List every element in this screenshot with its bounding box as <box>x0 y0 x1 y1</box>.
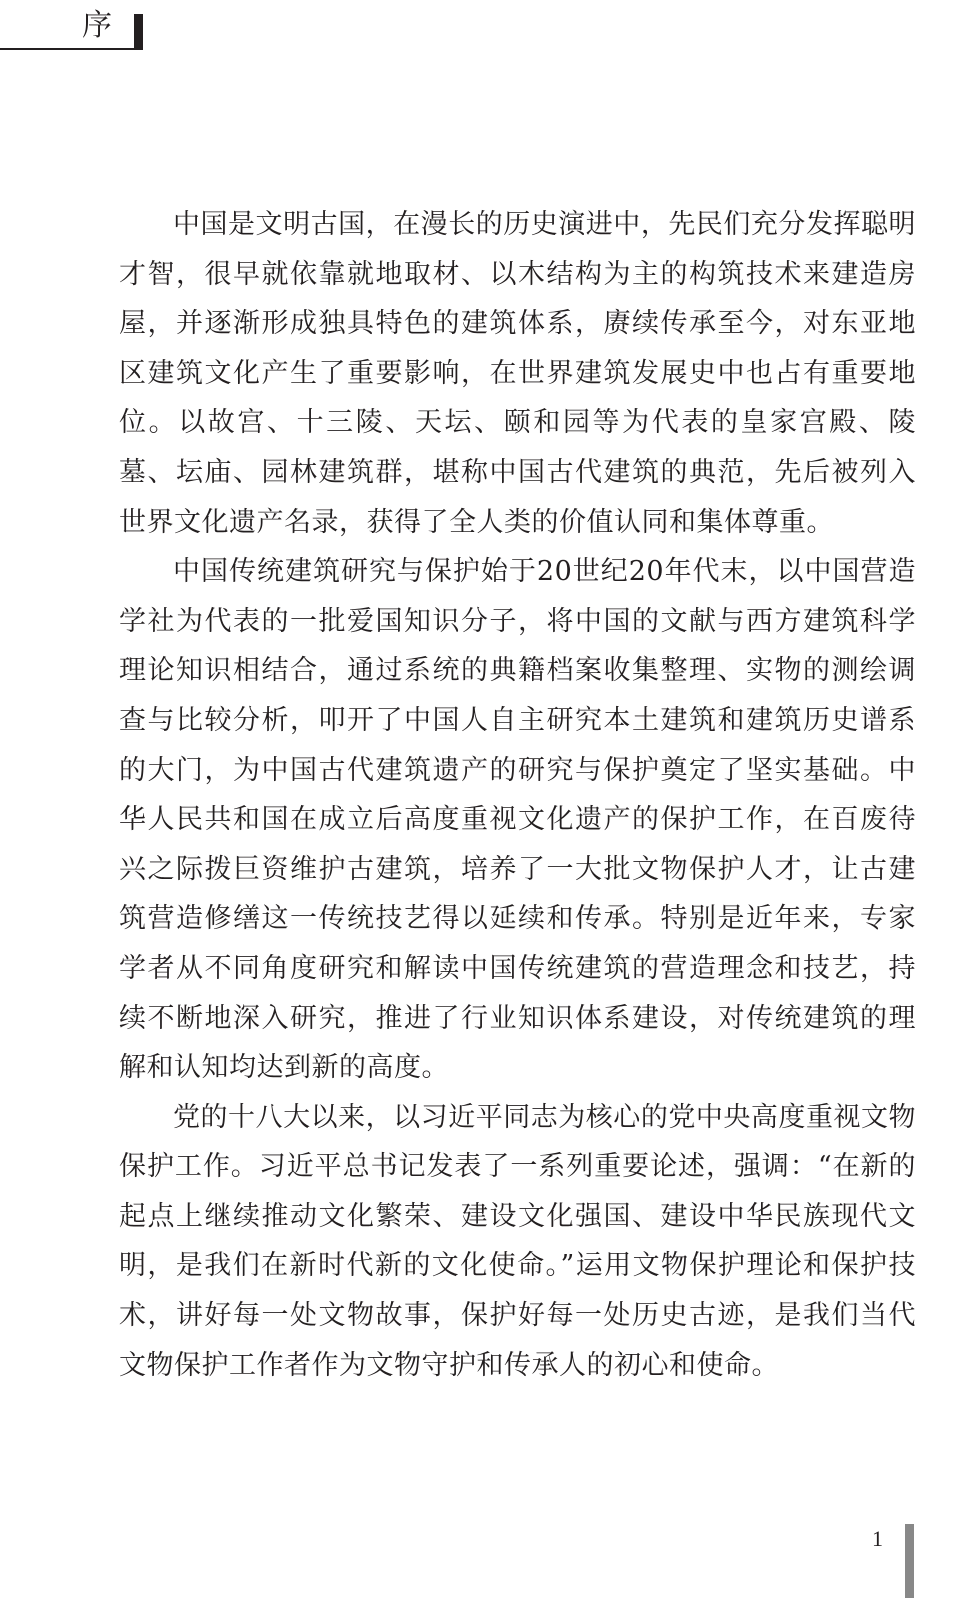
page-title: 序 <box>82 8 112 43</box>
paragraph: 中国传统建筑研究与保护始于20世纪20年代末，以中国营造学社为代表的一批爱国知识分子，将中国的文献与西方建筑科学理论知识相结合，通过系统的典籍档案收集整理、实物的测绘调查与比较分析，叩开了中国人自主研究本土建筑和建筑历史谱系的大门，为中国古代建筑遗产的研究与保护奠定了坚实基础。中华人民共和国在成立后高度重视文化遗产的保护工作，在百废待兴之际拨巨资维护古建筑，培养了一大批文物保护人才，让古建筑营造修缮这一传统技艺得以延续和传承。特别是近年来，专家学者从不同角度研究和解读中国传统建筑的营造理念和技艺，持续不断地深入研究，推进了行业知识体系建设，对传统建筑的理解和认知均达到新的高度。 <box>119 556 916 1084</box>
page-number: 1 <box>872 1526 883 1551</box>
body-text <box>119 200 916 1390</box>
paragraph: 党的十八大以来，以习近平同志为核心的党中央高度重视文物保护工作。习近平总书记发表了一系列重要论述，强调：“在新的起点上继续推动文化繁荣、建设文化强国、建设中华民族现代文明，是我们在新时代新的文化使命。”运用文物保护理论和保护技术，讲好每一处文物故事，保护好每一处历史古迹，是我们当代文物保护工作者作为文物守护和传承人的初心和使命。 <box>119 1101 916 1381</box>
paragraph: 中国是文明古国，在漫长的历史演进中，先民们充分发挥聪明才智，很早就依靠就地取材、以木结构为主的构筑技术来建造房屋，并逐渐形成独具特色的建筑体系，赓续传承至今，对东亚地区建筑文化产生了重要影响，在世界建筑发展史中也占有重要地位。以故宫、十三陵、天坛、颐和园等为代表的皇家宫殿、陵墓、坛庙、园林建筑群，堪称中国古代建筑的典范，先后被列入世界文化遗产名录，获得了全人类的价值认同和集体尊重。 <box>119 209 916 538</box>
header-rule <box>0 48 134 50</box>
page-edge-bar <box>905 1524 914 1598</box>
header-bar <box>134 14 143 50</box>
